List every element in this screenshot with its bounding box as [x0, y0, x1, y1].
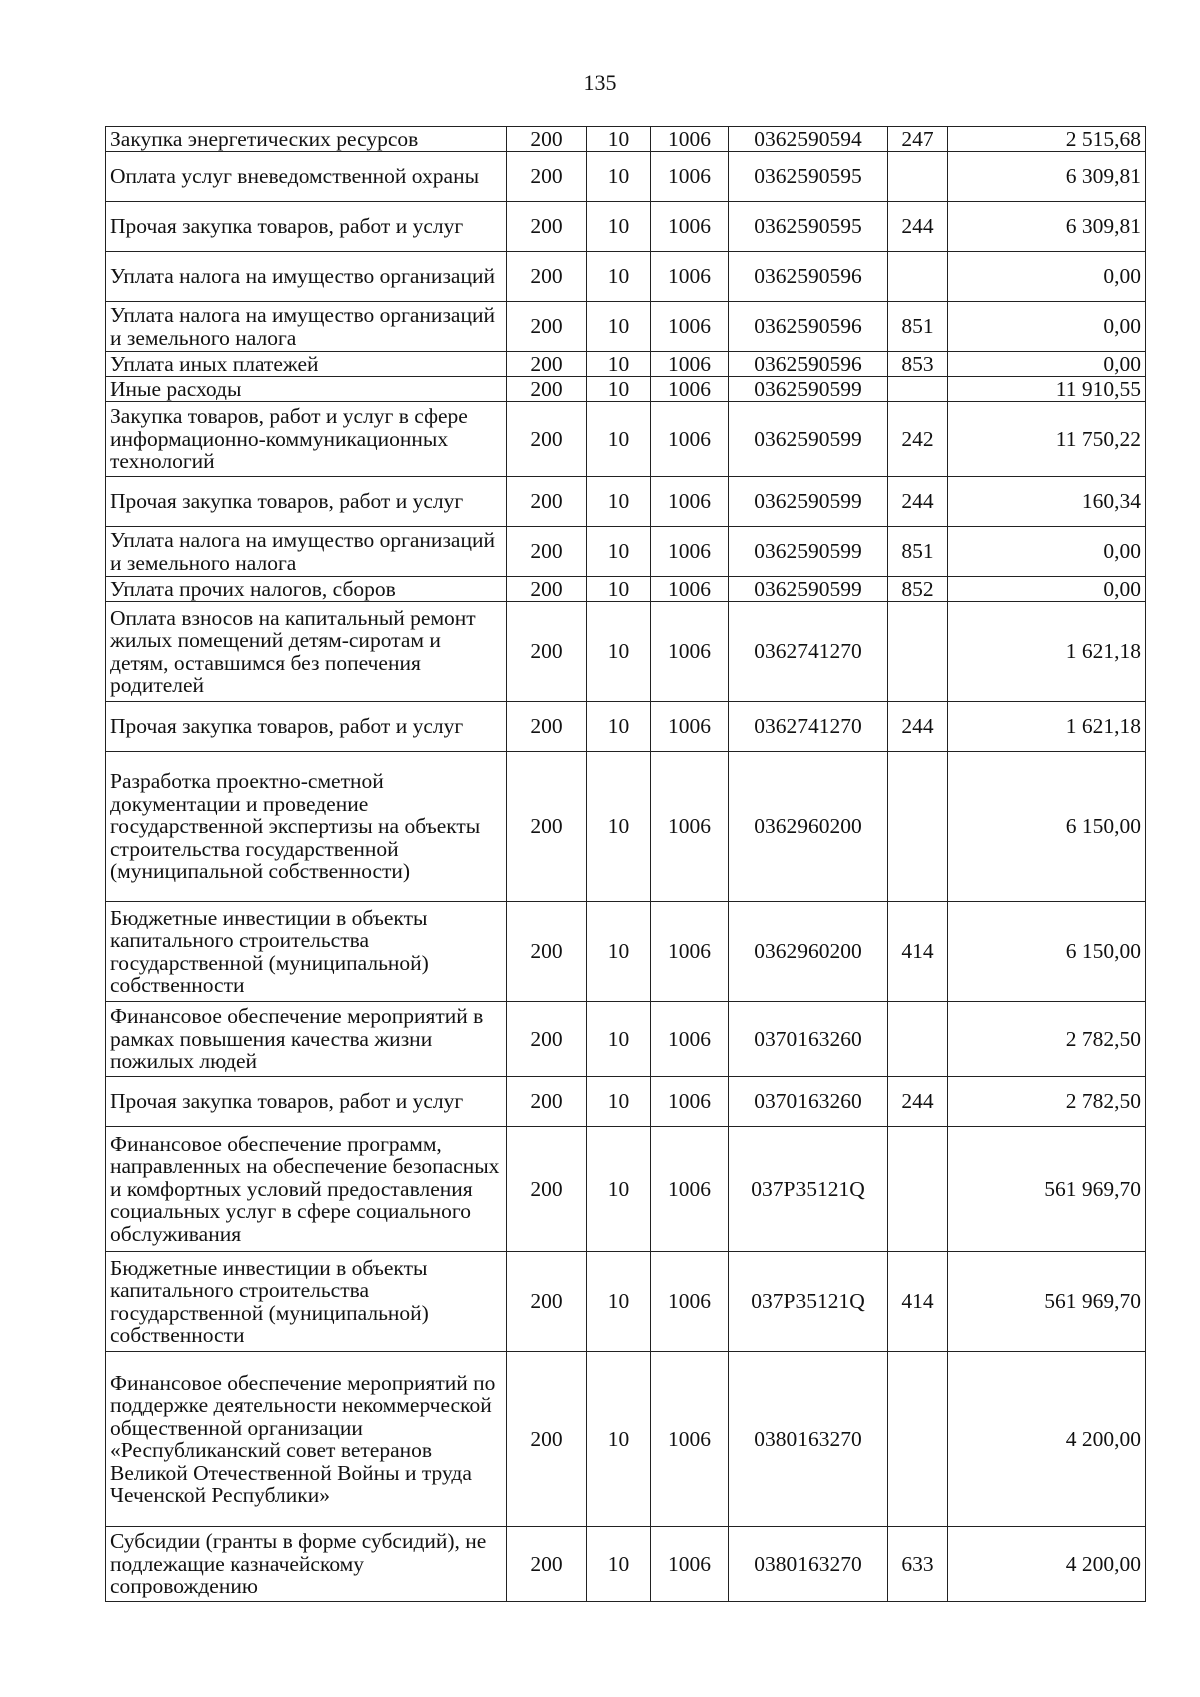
cell-section: 10 — [587, 702, 651, 752]
cell-subsection: 1006 — [651, 152, 729, 202]
cell-section: 10 — [587, 1127, 651, 1252]
cell-subsection: 1006 — [651, 252, 729, 302]
cell-section: 10 — [587, 602, 651, 702]
table-row — [106, 577, 1146, 602]
cell-subsection: 1006 — [651, 302, 729, 352]
cell-amount: 0,00 — [948, 252, 1146, 302]
cell-amount: 2 515,68 — [948, 127, 1146, 152]
cell-target-article: 0362590599 — [729, 402, 888, 477]
table-row — [106, 902, 1146, 1002]
cell-expense-type: 414 — [888, 1252, 948, 1352]
cell-expense-type: 851 — [888, 302, 948, 352]
cell-expense-type: 244 — [888, 702, 948, 752]
cell-expense-type: 242 — [888, 402, 948, 477]
cell-subsection: 1006 — [651, 352, 729, 377]
cell-subsection: 1006 — [651, 1127, 729, 1252]
cell-target-article: 0362590596 — [729, 252, 888, 302]
cell-ved: 200 — [507, 202, 587, 252]
table-row — [106, 202, 1146, 252]
cell-ved: 200 — [507, 902, 587, 1002]
cell-amount: 1 621,18 — [948, 602, 1146, 702]
cell-ved: 200 — [507, 377, 587, 402]
cell-subsection: 1006 — [651, 127, 729, 152]
cell-target-article: 0362960200 — [729, 752, 888, 902]
cell-target-article: 0362590599 — [729, 527, 888, 577]
row-name: Финансовое обеспечение мероприятий по поддержке деятельности некоммерческой общественной организации «Республиканский совет ветеранов Великой Отечественной Войны и труда Чеченской Республики» — [106, 1352, 507, 1527]
cell-subsection: 1006 — [651, 602, 729, 702]
cell-section: 10 — [587, 1252, 651, 1352]
table-row — [106, 477, 1146, 527]
cell-subsection: 1006 — [651, 202, 729, 252]
cell-subsection: 1006 — [651, 527, 729, 577]
cell-target-article: 0362590596 — [729, 352, 888, 377]
cell-target-article: 0362590599 — [729, 377, 888, 402]
row-name: Закупка энергетических ресурсов — [106, 127, 507, 152]
cell-section: 10 — [587, 252, 651, 302]
table-row — [106, 352, 1146, 377]
cell-ved: 200 — [507, 352, 587, 377]
cell-amount: 6 309,81 — [948, 152, 1146, 202]
cell-target-article: 037P35121Q — [729, 1252, 888, 1352]
cell-section: 10 — [587, 152, 651, 202]
cell-target-article: 0362741270 — [729, 602, 888, 702]
cell-expense-type — [888, 152, 948, 202]
cell-ved: 200 — [507, 477, 587, 527]
cell-expense-type — [888, 1002, 948, 1077]
cell-section: 10 — [587, 127, 651, 152]
cell-amount: 2 782,50 — [948, 1077, 1146, 1127]
table-row — [106, 1077, 1146, 1127]
cell-expense-type — [888, 1352, 948, 1527]
row-name: Уплата налога на имущество организаций — [106, 252, 507, 302]
cell-ved: 200 — [507, 577, 587, 602]
cell-target-article: 0362590596 — [729, 302, 888, 352]
cell-section: 10 — [587, 1077, 651, 1127]
cell-section: 10 — [587, 902, 651, 1002]
cell-expense-type: 633 — [888, 1527, 948, 1602]
table-row — [106, 302, 1146, 352]
cell-ved: 200 — [507, 127, 587, 152]
table-row — [106, 752, 1146, 902]
row-name: Бюджетные инвестиции в объекты капитального строительства государственной (муниципальной) собственности — [106, 1252, 507, 1352]
cell-amount: 6 150,00 — [948, 902, 1146, 1002]
cell-ved: 200 — [507, 752, 587, 902]
row-name: Субсидии (гранты в форме субсидий), не подлежащие казначейскому сопровождению — [106, 1527, 507, 1602]
cell-amount: 561 969,70 — [948, 1127, 1146, 1252]
cell-amount: 6 309,81 — [948, 202, 1146, 252]
table-row — [106, 402, 1146, 477]
table-row — [106, 252, 1146, 302]
cell-ved: 200 — [507, 252, 587, 302]
table-row — [106, 1002, 1146, 1077]
cell-target-article: 0362741270 — [729, 702, 888, 752]
row-name: Уплата прочих налогов, сборов — [106, 577, 507, 602]
cell-section: 10 — [587, 402, 651, 477]
table-row — [106, 1127, 1146, 1252]
row-name: Уплата налога на имущество организаций и земельного налога — [106, 302, 507, 352]
cell-expense-type: 244 — [888, 477, 948, 527]
cell-section: 10 — [587, 1527, 651, 1602]
row-name: Разработка проектно-сметной документации и проведение государственной экспертизы на объекты строительства государственной (муниципальной собственности) — [106, 752, 507, 902]
table-row — [106, 1527, 1146, 1602]
table-row — [106, 377, 1146, 402]
cell-ved: 200 — [507, 527, 587, 577]
table-row — [106, 152, 1146, 202]
table-row — [106, 1352, 1146, 1527]
row-name: Уплата иных платежей — [106, 352, 507, 377]
table-row — [106, 127, 1146, 152]
cell-section: 10 — [587, 752, 651, 902]
row-name: Оплата взносов на капитальный ремонт жилых помещений детям-сиротам и детям, оставшимся без попечения родителей — [106, 602, 507, 702]
budget-table — [105, 126, 1146, 1602]
cell-amount: 4 200,00 — [948, 1352, 1146, 1527]
cell-section: 10 — [587, 1002, 651, 1077]
cell-ved: 200 — [507, 302, 587, 352]
cell-expense-type — [888, 602, 948, 702]
cell-section: 10 — [587, 352, 651, 377]
cell-subsection: 1006 — [651, 1252, 729, 1352]
cell-subsection: 1006 — [651, 702, 729, 752]
cell-subsection: 1006 — [651, 1352, 729, 1527]
cell-subsection: 1006 — [651, 577, 729, 602]
cell-target-article: 0362960200 — [729, 902, 888, 1002]
cell-amount: 6 150,00 — [948, 752, 1146, 902]
cell-section: 10 — [587, 302, 651, 352]
cell-ved: 200 — [507, 402, 587, 477]
row-name: Финансовое обеспечение мероприятий в рамках повышения качества жизни пожилых людей — [106, 1002, 507, 1077]
cell-ved: 200 — [507, 602, 587, 702]
cell-amount: 561 969,70 — [948, 1252, 1146, 1352]
cell-ved: 200 — [507, 1127, 587, 1252]
cell-ved: 200 — [507, 702, 587, 752]
cell-ved: 200 — [507, 152, 587, 202]
cell-target-article: 0380163270 — [729, 1527, 888, 1602]
cell-amount: 2 782,50 — [948, 1002, 1146, 1077]
cell-expense-type — [888, 377, 948, 402]
cell-section: 10 — [587, 202, 651, 252]
cell-subsection: 1006 — [651, 477, 729, 527]
cell-expense-type: 414 — [888, 902, 948, 1002]
row-name: Оплата услуг вневедомственной охраны — [106, 152, 507, 202]
table-row — [106, 602, 1146, 702]
cell-section: 10 — [587, 377, 651, 402]
cell-expense-type: 853 — [888, 352, 948, 377]
cell-expense-type — [888, 752, 948, 902]
cell-target-article: 0362590599 — [729, 477, 888, 527]
cell-subsection: 1006 — [651, 402, 729, 477]
cell-target-article: 0370163260 — [729, 1077, 888, 1127]
cell-expense-type: 244 — [888, 202, 948, 252]
cell-ved: 200 — [507, 1077, 587, 1127]
cell-target-article: 0370163260 — [729, 1002, 888, 1077]
row-name: Прочая закупка товаров, работ и услуг — [106, 202, 507, 252]
cell-target-article: 037P35121Q — [729, 1127, 888, 1252]
cell-ved: 200 — [507, 1527, 587, 1602]
cell-target-article: 0362590595 — [729, 202, 888, 252]
cell-expense-type: 852 — [888, 577, 948, 602]
cell-subsection: 1006 — [651, 1077, 729, 1127]
cell-expense-type — [888, 252, 948, 302]
cell-ved: 200 — [507, 1002, 587, 1077]
cell-amount: 11 750,22 — [948, 402, 1146, 477]
table-body — [106, 127, 1146, 1602]
cell-subsection: 1006 — [651, 377, 729, 402]
cell-section: 10 — [587, 577, 651, 602]
row-name: Прочая закупка товаров, работ и услуг — [106, 477, 507, 527]
row-name: Уплата налога на имущество организаций и земельного налога — [106, 527, 507, 577]
cell-target-article: 0380163270 — [729, 1352, 888, 1527]
cell-section: 10 — [587, 527, 651, 577]
cell-expense-type: 851 — [888, 527, 948, 577]
row-name: Финансовое обеспечение программ, направленных на обеспечение безопасных и комфортных условий предоставления социальных услуг в сфере социального обслуживания — [106, 1127, 507, 1252]
cell-amount: 1 621,18 — [948, 702, 1146, 752]
table-row — [106, 527, 1146, 577]
cell-section: 10 — [587, 477, 651, 527]
cell-amount: 0,00 — [948, 527, 1146, 577]
cell-amount: 0,00 — [948, 302, 1146, 352]
row-name: Закупка товаров, работ и услуг в сфере информационно-коммуникационных технологий — [106, 402, 507, 477]
page-number: 135 — [583, 70, 617, 95]
cell-amount: 0,00 — [948, 577, 1146, 602]
cell-subsection: 1006 — [651, 752, 729, 902]
cell-subsection: 1006 — [651, 1527, 729, 1602]
cell-subsection: 1006 — [651, 1002, 729, 1077]
row-name: Прочая закупка товаров, работ и услуг — [106, 702, 507, 752]
table-row — [106, 1252, 1146, 1352]
row-name: Прочая закупка товаров, работ и услуг — [106, 1077, 507, 1127]
cell-amount: 11 910,55 — [948, 377, 1146, 402]
cell-amount: 4 200,00 — [948, 1527, 1146, 1602]
cell-target-article: 0362590595 — [729, 152, 888, 202]
cell-amount: 160,34 — [948, 477, 1146, 527]
cell-ved: 200 — [507, 1252, 587, 1352]
cell-subsection: 1006 — [651, 902, 729, 1002]
cell-target-article: 0362590599 — [729, 577, 888, 602]
cell-section: 10 — [587, 1352, 651, 1527]
cell-ved: 200 — [507, 1352, 587, 1527]
row-name: Бюджетные инвестиции в объекты капитального строительства государственной (муниципальной) собственности — [106, 902, 507, 1002]
table-row — [106, 702, 1146, 752]
cell-target-article: 0362590594 — [729, 127, 888, 152]
cell-expense-type — [888, 1127, 948, 1252]
cell-amount: 0,00 — [948, 352, 1146, 377]
cell-expense-type: 247 — [888, 127, 948, 152]
row-name: Иные расходы — [106, 377, 507, 402]
cell-expense-type: 244 — [888, 1077, 948, 1127]
